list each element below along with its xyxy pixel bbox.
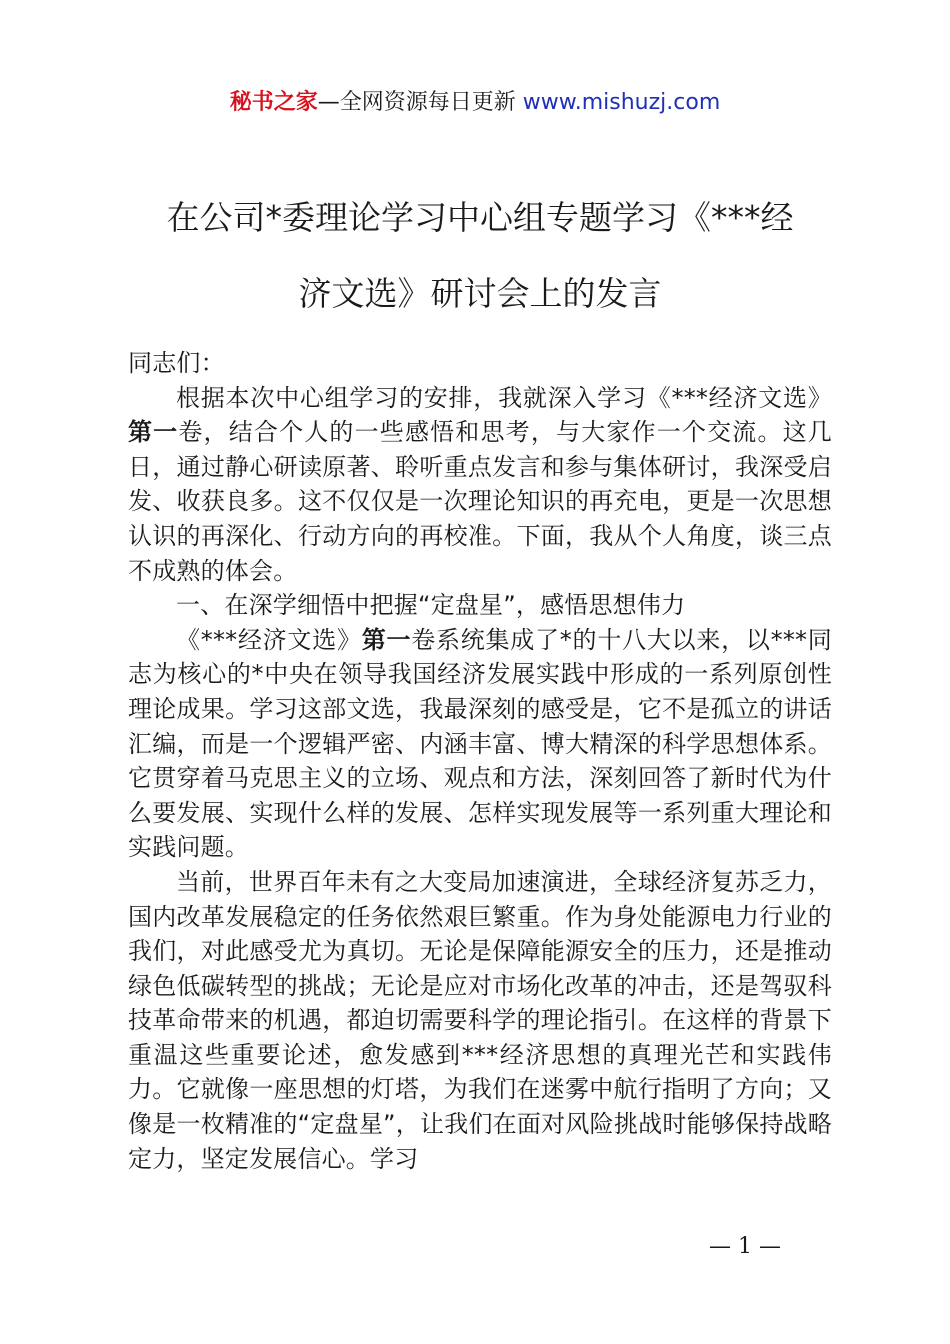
site-brand: 秘书之家	[229, 90, 318, 115]
document-body	[128, 346, 832, 1176]
paragraph-section1-part-a: 《***经济文选》	[176, 625, 362, 654]
title-line-2: 济文选》研讨会上的发言	[298, 274, 662, 313]
paragraph-section1-b: 当前，世界百年未有之大变局加速演进，全球经济复苏乏力，国内改革发展稳定的任务依然艰巨繁重。作为身处能源电力行业的我们，对此感受尤为真切。无论是保障能源安全的压力，还是推动绿色低碳转型的挑战；无论是应对市场化改革的冲击，还是驾驭科技革命带来的机遇，都迫切需要科学的理论指引。在这样的背景下重温这些重要论述，愈发感到***经济思想的真理光芒和实践伟力。它就像一座思想的灯塔，为我们在迷雾中航行指明了方向；又像是一枚精准的“定盘星”，让我们在面对风险挑战时能够保持战略定力，坚定发展信心。学习	[128, 867, 832, 1173]
title-line-1: 在公司*委理论学习中心组专题学习《***经	[166, 198, 794, 237]
greeting: 同志们：	[128, 349, 225, 377]
paragraph-section1-part-b: 卷系统集成了*的十八大以来，以***同志为核心的*中央在领导我国经济发展实践中形成的一系列原创性理论成果。学习这部文选，我最深刻的感受是，它不是孤立的讲话汇编，而是一个逻辑严密、内涵丰富、博大精深的科学思想体系。它贯穿着马克思主义的立场、观点和方法，深刻回答了新时代为什么要发展、实现什么样的发展、怎样实现发展等一系列重大理论和实践问题。	[128, 625, 832, 862]
paragraph-section1-a	[128, 623, 832, 865]
paragraph-intro-part-a: 根据本次中心组学习的安排，我就深入学习《***经济文选》	[176, 383, 832, 412]
section-heading-1: 一、在深学细悟中把握“定盘星”，感悟思想伟力	[176, 591, 686, 620]
paragraph-intro-bold: 第一	[128, 418, 179, 447]
page-number: — 1 —	[709, 1234, 781, 1259]
site-slogan: —全网资源每日更新	[317, 90, 523, 115]
site-url-link[interactable]: www.mishuzj.com	[522, 90, 721, 115]
paragraph-section1-bold: 第一	[361, 625, 412, 654]
paragraph-intro	[128, 381, 832, 589]
document-title	[128, 180, 832, 332]
site-header	[0, 88, 950, 118]
paragraph-intro-part-b: 卷，结合个人的一些感悟和思考，与大家作一个交流。这几日，通过静心研读原著、聆听重点发言和参与集体研讨，我深受启发、收获良多。这不仅仅是一次理论知识的再充电，更是一次思想认识的再深化、行动方向的再校准。下面，我从个人角度，谈三点不成熟的体会。	[128, 418, 832, 585]
